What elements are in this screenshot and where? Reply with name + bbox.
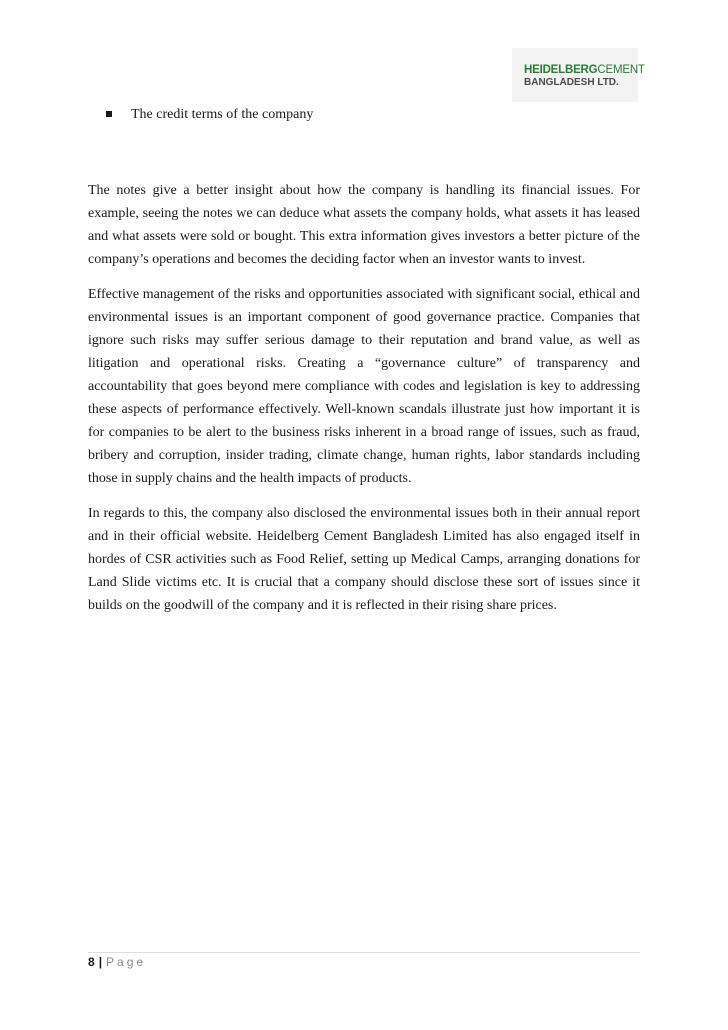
page-footer <box>88 955 146 969</box>
body-text <box>88 179 640 629</box>
logo-wordmark-bold: HEIDELBERG <box>524 64 598 76</box>
square-bullet-icon <box>106 111 112 117</box>
paragraph: The notes give a better insight about how the company is handling its financial issues. For example, seeing the notes we can deduce what assets the company holds, what assets it has leased and what assets were sold or bought. This extra information gives investors a better picture of the company’s operations and becomes the deciding factor when an investor wants to invest. <box>88 183 640 267</box>
page-number: 8 <box>88 955 95 969</box>
bullet-text: The credit terms of the company <box>131 107 314 122</box>
logo-wordmark <box>524 64 645 76</box>
footer-divider <box>88 952 640 953</box>
company-logo <box>512 48 645 102</box>
logo-wordmark-regular: CEMENT <box>597 64 645 76</box>
page-label: Page <box>106 955 147 969</box>
logo-subtitle: BANGLADESH LTD. <box>524 77 619 88</box>
paragraph: In regards to this, the company also disclosed the environmental issues both in their annual report and in their official website. Heidelberg Cement Bangladesh Limited has also engaged itself in hordes of CSR activities such as Food Relief, setting up Medical Camps, arranging donations for Land Slide victims etc. It is crucial that a company should disclose these sort of issues since it builds on the goodwill of the company and it is reflected in their rising share prices. <box>88 506 640 613</box>
paragraph: Effective management of the risks and opportunities associated with significant social, ethical and environmental issues is an important component of good governance practice. Companies that ignore such risks may suffer serious damage to their reputation and brand value, as well as litigation and operational risks. Creating a “governance culture” of transparency and accountability that goes beyond mere compliance with codes and legislation is key to addressing these aspects of performance effectively. Well-known scandals illustrate just how important it is for companies to be alert to the business risks inherent in a broad range of issues, such as fraud, bribery and corruption, insider trading, climate change, human rights, labor standards including those in supply chains and the health impacts of products. <box>88 287 640 486</box>
footer-separator: | <box>98 955 103 969</box>
